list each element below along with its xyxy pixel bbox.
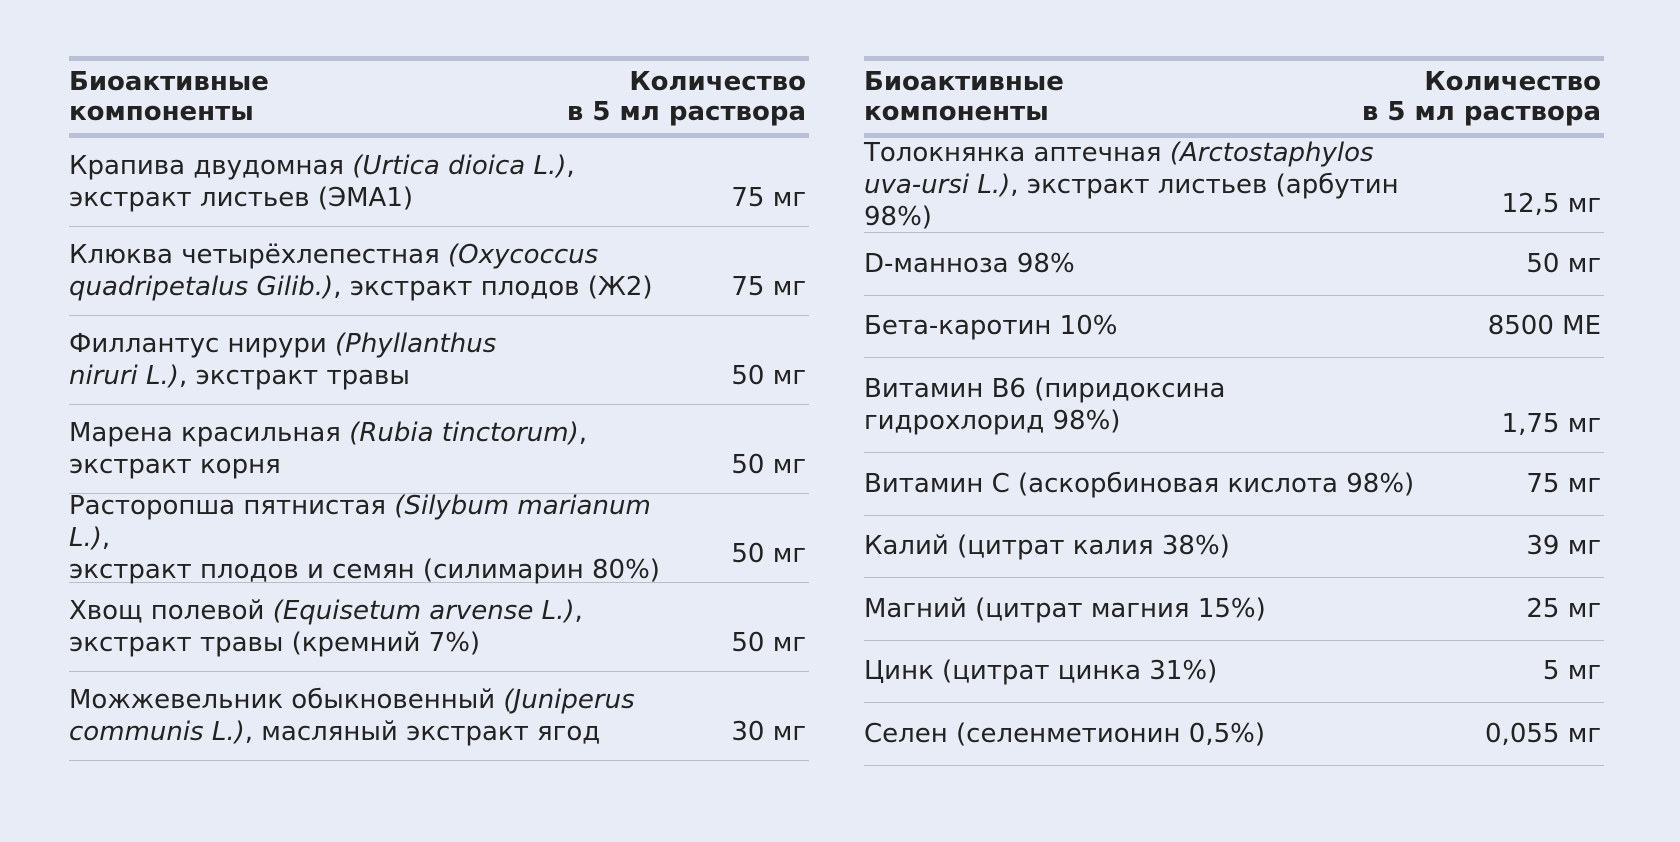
component-name: Можжевельник обыкновенный (Juniperus communis L.), масляный экстракт ягод [69,685,635,747]
column-header-components: Биоактивные компоненты [69,67,269,127]
component-amount: 1,75 мг [1501,409,1601,439]
table-row [864,578,1604,641]
table-row [864,516,1604,579]
column-header-amount: Количество в 5 мл раствора [1361,67,1601,127]
left-composition-table [69,56,809,761]
component-name: Толокнянка аптечная (Arctostaphylos uva-ursi L.), экстракт листьев (арбутин 98%) [864,138,1399,232]
component-amount: 25 мг [1526,593,1601,624]
table-row [69,491,809,585]
table-row [864,296,1604,359]
component-name: Селен (селенметионин 0,5%) [864,718,1265,749]
table-row [864,703,1604,766]
component-amount: 75 мг [1526,468,1601,499]
component-amount: 12,5 мг [1501,189,1601,219]
component-name: Витамин С (аскорбиновая кислота 98%) [864,468,1415,499]
table-row [864,453,1604,516]
component-amount: 8500 МЕ [1487,311,1601,342]
component-name: Клюква четырёхлепестная (Oxycoccus quadripetalus Gilib.), экстракт плодов (Ж2) [69,240,653,302]
table-row [69,672,809,761]
component-amount: 50 мг [1526,248,1601,279]
table-row [864,641,1604,704]
column-header-amount: Количество в 5 мл раствора [566,67,806,127]
table-row [69,405,809,494]
component-amount: 50 мг [731,450,806,480]
component-name: Цинк (цитрат цинка 31%) [864,656,1218,687]
component-name: Витамин В6 (пиридоксина гидрохлорид 98%) [864,374,1226,436]
component-amount: 5 мг [1542,656,1601,687]
component-name: Калий (цитрат калия 38%) [864,531,1230,562]
table-row [69,583,809,672]
table-header [69,56,809,138]
component-name: Крапива двудомная (Urtica dioica L.), экстракт листьев (ЭМА1) [69,151,575,213]
table-row [864,233,1604,296]
component-amount: 50 мг [731,539,806,569]
component-name: Расторопша пятнистая (Silybum marianum L.), экстракт плодов и семян (силимарин 80%) [69,491,660,585]
table-row [69,138,809,227]
component-amount: 39 мг [1526,531,1601,562]
component-name: Марена красильная (Rubia tinctorum), экстракт корня [69,418,587,480]
component-name: Хвощ полевой (Equisetum arvense L.), экстракт травы (кремний 7%) [69,596,583,658]
table-row [69,316,809,405]
component-amount: 30 мг [731,717,806,747]
component-name: Магний (цитрат магния 15%) [864,593,1266,624]
right-composition-table [864,56,1604,766]
component-amount: 0,055 мг [1485,718,1601,749]
component-amount: 75 мг [731,183,806,213]
component-name: D-манноза 98% [864,248,1075,279]
table-row [864,358,1604,453]
component-amount: 50 мг [731,628,806,658]
component-name: Бета-каротин 10% [864,311,1118,342]
table-row [69,227,809,316]
component-amount: 50 мг [731,361,806,391]
component-amount: 75 мг [731,272,806,302]
table-row [864,138,1604,233]
component-name: Филлантус нирури (Phyllanthus niruri L.), экстракт травы [69,329,497,391]
table-header [864,56,1604,138]
column-header-components: Биоактивные компоненты [864,67,1064,127]
